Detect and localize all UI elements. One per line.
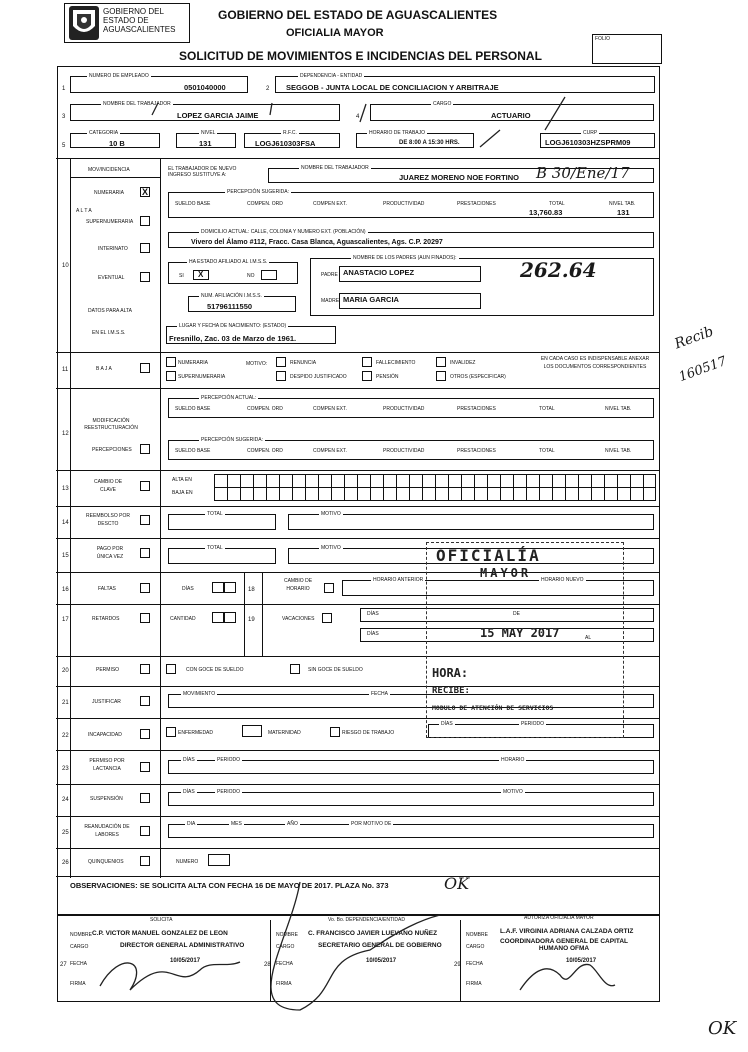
pago-motivo-field[interactable]: MOTIVO — [288, 548, 654, 564]
row-number-27: 27 — [60, 962, 67, 968]
row-number-11: 11 — [62, 367, 69, 373]
stamp-hora: HORA: — [432, 666, 469, 680]
row-number-14: 14 — [62, 520, 69, 526]
level-field[interactable]: NIVEL 131 — [176, 133, 236, 148]
seal-text: GOBIERNO DEL ESTADO DE AGUASCALIENTES — [103, 7, 176, 34]
stamp-modulo: MODULO DE ATENCIÓN DE SERVICIOS — [432, 704, 554, 712]
parents-field[interactable]: NOMBRE DE LOS PADRES (AUN FINADOS): PADRE ANASTACIO LOPEZ MADRE MARIA GARCIA — [310, 258, 654, 316]
reanudacion-field[interactable]: DIA MES AÑO POR MOTIVO DE — [168, 824, 654, 838]
row-number-28: 28 — [264, 962, 271, 968]
solicita-label: SOLICITA — [150, 917, 173, 923]
replaced-worker-field[interactable]: NOMBRE DEL TRABAJADOR JUAREZ MORENO NOE FORTINO — [268, 168, 654, 183]
baja-label: B A J A — [96, 366, 112, 372]
row-number-20: 20 — [62, 668, 69, 674]
vacaciones-dias-field[interactable]: DÍAS DE — [360, 608, 654, 622]
schedule-field[interactable]: HORARIO DE TRABAJO DE 8:00 A 15:30 HRS. — [356, 133, 474, 148]
signature-autoriza — [520, 964, 615, 990]
total-amount: 13,760.83 — [529, 208, 563, 217]
vobo-cargo: SECRETARIO GENERAL DE GOBIERNO — [318, 942, 442, 949]
government-title: GOBIERNO DEL ESTADO DE AGUASCALIENTES — [218, 8, 498, 22]
folio-label: FOLIO — [595, 36, 611, 42]
row-number-22: 22 — [62, 733, 69, 739]
row-number-4: 4 — [356, 114, 360, 120]
imss-affiliated-field[interactable]: HA ESTADO AFILIADO AL I.M.S.S. SI X NO — [168, 262, 298, 284]
office-subtitle: OFICIALIA MAYOR — [286, 27, 384, 39]
suspension-field[interactable]: DÍAS PERIODO MOTIVO — [168, 792, 654, 806]
interinato-label: INTERINATO — [98, 246, 128, 252]
supernumeraria-label: SUPERNUMERARIA — [86, 219, 134, 225]
stamp-recibe: RECIBE: — [432, 686, 470, 696]
signature-solicita — [100, 962, 240, 990]
row-number-13: 13 — [62, 486, 69, 492]
category: 10 B — [109, 139, 125, 148]
handwritten-ok: OK — [444, 874, 470, 893]
row-number-17: 17 — [62, 617, 69, 623]
row-number-25: 25 — [62, 830, 69, 836]
imss-number-field[interactable]: NUM. AFILIACIÓN I.M.S.S. 51796111550 — [188, 296, 296, 312]
replaced-worker: JUAREZ MORENO NOE FORTINO — [399, 173, 520, 182]
row-number-15: 15 — [62, 553, 69, 559]
employee-number: 0501040000 — [184, 83, 226, 92]
suggested-salary-table[interactable]: PERCEPCIÓN SUGERIDA: SUELDO BASE COMPEN. ORD COMPEN EXT. PRODUCTIVIDAD PRESTACIONES TOTAL NIVEL TAB. 13,760.83 131 — [168, 192, 654, 218]
current-salary-table[interactable]: PERCEPCIÓN ACTUAL: SUELDO BASE COMPEN. ORD COMPEN EXT. PRODUCTIVIDAD PRESTACIONES TOTAL NIVEL TAB. — [168, 398, 654, 418]
justificar-field[interactable]: MOVIMIENTO FECHA — [168, 694, 654, 708]
alta-data-label: DATOS PARA ALTA — [88, 308, 132, 314]
row-number-19: 19 — [248, 617, 255, 623]
reembolso-total-field[interactable]: TOTAL — [168, 514, 276, 530]
row-number-26: 26 — [62, 860, 69, 866]
position: ACTUARIO — [491, 111, 531, 120]
solicita-cargo: DIRECTOR GENERAL ADMINISTRATIVO — [120, 942, 245, 949]
handwritten-recib: Recib — [672, 323, 716, 353]
schedule: DE 8:00 A 15:30 HRS. — [399, 140, 460, 146]
row-number-2: 2 — [266, 86, 270, 92]
numeraria-checkbox[interactable]: X — [142, 187, 149, 197]
solicita-date: 10/05/2017 — [170, 958, 201, 964]
movement-header: MOV/INCIDENCIA — [88, 167, 130, 173]
vobo-date: 10/05/2017 — [366, 958, 397, 964]
signature-vobo — [271, 882, 440, 1010]
alta-label: A L T A — [76, 208, 92, 214]
autoriza-date: 10/05/2017 — [566, 958, 597, 964]
vobo-label: Vo. Bo. DEPENDENCIA/ENTIDAD — [328, 917, 405, 923]
handwritten-b30: B 30/Ene/17 — [536, 164, 630, 182]
horario-anterior-field[interactable]: HORARIO ANTERIOR HORARIO NUEVO — [342, 580, 654, 596]
vacaciones-periodo-field[interactable]: DÍAS AL — [360, 628, 654, 642]
solicita-name: C.P. VICTOR MANUEL GONZALEZ DE LEON — [92, 930, 228, 937]
tab-level: 131 — [617, 208, 630, 217]
row-number-18: 18 — [248, 587, 255, 593]
address-field[interactable]: DOMICILIO ACTUAL: CALLE, COLONIA Y NUMERO EXT. (POBLACIÓN) Vivero del Álamo #112, Fracc. Casa Blanca, Aguascalientes, Ags. C.P. 20297 — [168, 232, 654, 248]
worker-name-field[interactable]: NOMBRE DEL TRABAJADOR LOPEZ GARCIA JAIME — [70, 104, 340, 121]
autoriza-label: AUTORIZA OFICIALIA MAYOR — [524, 915, 594, 921]
row-number-12: 12 — [62, 431, 69, 437]
lactancia-field[interactable]: DÍAS PERIODO HORARIO — [168, 760, 654, 774]
vobo-name: C. FRANCISCO JAVIER LUEVANO NUÑEZ — [308, 930, 438, 937]
numeraria-label: NUMERARIA — [94, 190, 125, 196]
birth: Fresnillo, Zac. 03 de Marzo de 1961. — [169, 334, 297, 343]
row-number-21: 21 — [62, 700, 69, 706]
stamp-oficialia: OFICIALÍA — [436, 546, 541, 565]
reembolso-motivo-field[interactable]: MOTIVO — [288, 514, 654, 530]
row-number-23: 23 — [62, 766, 69, 772]
eventual-label: EVENTUAL — [98, 275, 125, 281]
rfc: LOGJ610303FSA — [255, 139, 316, 148]
autoriza-cargo: COORDINADORA GENERAL DE CAPITAL HUMANO OFMA — [499, 938, 629, 953]
row-number-24: 24 — [62, 797, 69, 803]
imss-number: 51796111550 — [207, 302, 253, 311]
check-marks — [152, 97, 565, 147]
imss-label: EN EL I.M.S.S. — [92, 330, 126, 336]
row-number-5: 5 — [62, 143, 66, 149]
imss-si-checkbox[interactable]: X — [193, 270, 209, 280]
form-title: SOLICITUD DE MOVIMIENTOS E INCIDENCIAS DEL PERSONAL — [179, 49, 542, 63]
modification-label: MODIFICACIÓN REESTRUCTURACIÓN — [84, 418, 138, 431]
curp: LOGJ610303HZSPRM09 — [545, 138, 631, 147]
employee-number-field[interactable]: NUMERO DE EMPLEADO 0501040000 — [70, 76, 248, 93]
incapacidad-field[interactable]: DÍAS PERIODO — [428, 724, 654, 738]
rfc-field[interactable]: R.F.C. LOGJ610303FSA — [244, 133, 340, 148]
pago-total-field[interactable]: TOTAL — [168, 548, 276, 564]
address: Vivero del Álamo #112, Fracc. Casa Blanca, Aguascalientes, Ags. C.P. 20297 — [191, 239, 443, 246]
father-name: ANASTACIO LOPEZ — [343, 268, 415, 277]
row-number-29: 29 — [454, 962, 461, 968]
stamp-mayor: MAYOR — [480, 566, 532, 580]
autoriza-name: L.A.F. VIRGINIA ADRIANA CALZADA ORTIZ — [500, 928, 634, 935]
row-number-1: 1 — [62, 86, 66, 92]
row-number-3: 3 — [62, 114, 66, 120]
row-number-10: 10 — [62, 263, 69, 269]
position-field[interactable]: CARGO ACTUARIO — [370, 104, 654, 121]
baja-note: EN CADA CASO ES INDISPENSABLE ANEXAR LOS DOCUMENTOS CORRESPONDIENTES — [540, 356, 650, 370]
dependency: SEGGOB - JUNTA LOCAL DE CONCILIACION Y ARBITRAJE — [286, 83, 499, 92]
replaces-label: EL TRABAJADOR DE NUEVO INGRESO SUSTITUYE A: — [168, 166, 237, 178]
mother-name: MARIA GARCIA — [343, 295, 399, 304]
category-field[interactable]: CATEGORIA 10 B — [70, 133, 160, 148]
row-number-16: 16 — [62, 587, 69, 593]
curp-field[interactable]: CURP LOGJ610303HZSPRM09 — [540, 133, 655, 148]
handwritten-ok-corner: OK — [708, 1018, 737, 1039]
suggested-salary-table-2[interactable]: PERCEPCIÓN SUGERIDA: SUELDO BASE COMPEN. ORD COMPEN EXT. PRODUCTIVIDAD PRESTACIONES TOTAL NIVEL TAB. — [168, 440, 654, 460]
level: 131 — [199, 139, 212, 148]
stamp-date: 15 MAY 2017 — [480, 626, 560, 640]
handwritten-date-margin: 160517 — [676, 353, 729, 386]
birth-field[interactable]: LUGAR Y FECHA DE NACIMIENTO: (ESTADO) Fresnillo, Zac. 03 de Marzo de 1961. — [166, 326, 336, 344]
dependency-field[interactable]: DEPENDENCIA - ENTIDAD SEGGOB - JUNTA LOCAL DE CONCILIACION Y ARBITRAJE — [275, 76, 655, 93]
observations: OBSERVACIONES: SE SOLICITA ALTA CON FECHA 16 DE MAYO DE 2017. PLAZA No. 373 — [70, 881, 389, 890]
worker-name: LOPEZ GARCIA JAIME — [177, 111, 259, 120]
handwritten-amount: 262.64 — [520, 258, 597, 282]
